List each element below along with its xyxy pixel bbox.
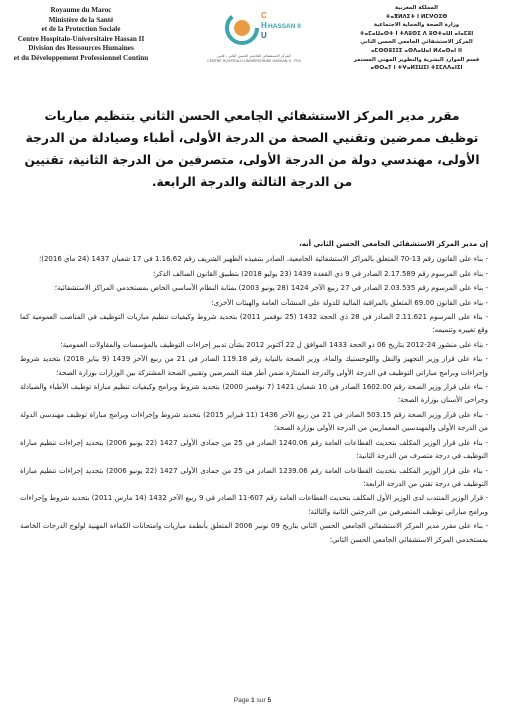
- header-left-french: [6, 6, 156, 64]
- header-left-line: et du Développement Professionnel Continu: [13, 53, 149, 62]
- logo-caption: [184, 54, 324, 64]
- header-right-line: ⵜⴰⵎⴰⵡⴰⵙⵜ ⵏ ⵜⴷⵓⵙⵉ ⴷ ⵓⵙⵜⴰⵡⵏ ⴰⵏⴰⵎⵓⵏ: [359, 30, 474, 37]
- preamble-clause: - بناء على قرار الوزير المكلف بتحديث القطاعات العامة رقم 1240.06 الصادر في 25 من جمادى الأولى 1427 (22 يونيو 2006) بتحديد إجراءات تنظيم مباراة التوظيف في درجة متصرف من الدرجة الثانية؛: [20, 438, 488, 461]
- header-right-arabic: [334, 4, 499, 73]
- chu-hassan-ii-logo: [184, 6, 324, 76]
- preamble-clause: - بناء على المرسوم رقم 2.03.535 الصادر في 27 ربيع الآخر 1424 (28 يونيو 2003) بمثابة النظام الأساسي الخاص بمستخدمي المراكز الاستشفائية؛: [54, 284, 488, 293]
- page-label: Page: [233, 697, 250, 704]
- page-footer: [0, 697, 505, 704]
- preamble-clause: - قرار الوزير المنتدب لدى الوزير الأول المكلف بتحديث القطاعات العامة رقم 607-11 الصادر في 9 ربيع الآخر 1432 (14 مارس 2011) بتحديد شروط وإجراءات وبرامج مباراتي توظيف المتصرفين من الدرجتين الثانية والثالثة؛: [20, 494, 488, 516]
- document-body: [20, 238, 488, 548]
- header-right-line: وزارة الصحة والحماية الاجتماعية: [373, 22, 460, 29]
- preamble-clause: - بناء على منشور 24-2012 بتاريخ 06 ذو الحجة 1433 الموافق ل 22 أكتوبر 2012 بشأن تدبير إجراءات التوظيف بالمؤسسات والمقاولات العمومية؛: [60, 340, 488, 349]
- preamble-clause: - بناء على القانون 69.00 المتعلق بالمراقبة المالية للدولة على المنشآت العامة والهيئات الأخرى؛: [211, 298, 488, 307]
- logo-core: [234, 20, 250, 36]
- header-right-line: المملكة المغربية: [395, 5, 438, 11]
- page-number: 1: [251, 697, 255, 704]
- header-left-line: Division des Ressources Humaines: [28, 44, 134, 53]
- preamble-clauses: [20, 253, 488, 547]
- preamble-clause: - بناء على قرار الوزير المكلف بتحديث القطاعات العامة رقم 1239.06 الصادر في 25 من جمادى الأولى 1427 (22 يونيو 2006) بتحديد إجراءات تنظيم مباراة التوظيف في درجة تقني من الدرجة الرابعة؛: [20, 466, 488, 488]
- logo-caption-ar: المركز الاستشفائي الجامعي الحسن الثاني - فاس: [217, 54, 291, 58]
- logo-name: HASSAN II: [268, 23, 301, 30]
- document-title: مقرر مدير المركز الاستشفائي الجامعي الحسن الثاني بتنظيم مباريات توظيف ممرضين وتقنيي الصحة من الدرجة الأولى، أطباء وصيادلة من الدرجة الأولى، مهندسي دولة من الدرجة الأولى، متصرفين من الدرجة الثانية، تقنيين من الدرجة الثالثة والدرجة الرابعة.: [24, 109, 480, 189]
- header-left-line: Ministère de la Santé: [48, 15, 114, 24]
- header-right-line: ⵜⴰⴳⵍⴷⵉⵜ ⵏ ⵍⵎⵖⵔⵉⴱ: [385, 13, 448, 20]
- header-right-line: قسم الموارد البشرية والتطوير المهني المستمر: [353, 56, 480, 63]
- header-right-line: ⴰⴱⵔⴰⵢ ⵏ ⵜⵖⴰⵍⵉⵡⵉⵏ ⵜⵉⵎⴷⴷⴰⵏⵉⵏ: [370, 65, 463, 72]
- preamble-clause: - بناء على قرار وزير الصحة رقم 1602.00 الصادر في 10 شعبان 1421 (7 نوفمبر 2000) بتحديد شروط وبرامج وكيفيات تنظيم مباراة توظيف الأطباء والصيادلة وجراحي الأسنان بوزارة الصحة؛: [20, 383, 489, 405]
- preamble-clause: - بناء على قرار وزير الصحة رقم 503.15 الصادر في 21 من ربيع الآخر 1436 (11 فبراير 2015) بتحديد شروط وإجراءات وبرامج مباراة توظيف مهندسي الدولة من الدرجة الأولى والمهندسين المعماريين من الدرجة الأولى بوزارة الصحة؛: [20, 410, 489, 433]
- preamble-clause: - بناء على قرار وزير التجهيز والنقل واللوجستيك والماء، وزير الصحة بالنيابة رقم 119.18 الصادر في 21 من ربيع الآخر 1439 (9 يناير 2018) بتحديد شروط وإجراءات وبرامج مباراتي التوظيف في الدرجة الأولى والدرجة الممتازة ضمن أطر هيئة الممرضين وتقنيي الصحة المشتركة بين الوزارات بوزارة الصحة؛: [20, 355, 488, 377]
- header-left-line: et de la Protection Sociale: [41, 25, 121, 34]
- page-total: 5: [267, 697, 272, 704]
- header-right-line: ⴰⵎⵙⵙⵓⵊⵊⵉ ⴰⵙⴷⴰⵡⴰⵏ ⵍⵃⴰⵙⴰⵏ II: [370, 47, 463, 54]
- logo-graphic: [184, 6, 324, 54]
- logo-letter-h: H: [261, 21, 267, 30]
- logo-caption-fr: CENTRE HOSPITALO-UNIVERSITAIRE HASSAN II - FES: [207, 59, 301, 63]
- header-right-line: المركز الاستشفائي الجامعي الحسن الثاني: [360, 39, 473, 46]
- preamble-clause: - بناء على المرسوم 2.11.621 الصادر في 28 ذي الحجة 1432 (25 نوفمبر 2011) بتحديد شروط وكيفيات تنظيم مباريات التوظيف في المناصب العمومية كما وقع تغييره وتتميمه؛: [20, 313, 489, 335]
- preamble-intro: إن مدير المركز الاستشفائي الجامعي الحسن الثاني أنه،: [299, 240, 488, 248]
- preamble-clause: - بناء على مقرر مدير المركز الاستشفائي الجامعي الحسن الثاني بتاريخ 09 نونبر 2006 المتعلق بأنظمة مباريات وامتحانات الكفاءة المهنية لولوج الدرجات الخاصة بمستخدمي المركز الاستشفائي الجامعي الحسن الثاني؛: [20, 522, 489, 544]
- preamble-clause: - بناء على القانون رقم 13-70 المتعلق بالمراكز الاستشفائية الجامعية، الصادر بتنفيذه الظهير الشريف رقم 1.16.62 في 17 شعبان 1437 (24 ماي 2016)؛: [38, 255, 488, 264]
- logo-letter-u: U: [261, 31, 267, 40]
- preamble-clause: - بناء على المرسوم رقم 2.17.589 الصادر في 9 ذي القعدة 1439 (23 يوليو 2018) بتطبيق القانون السالف الذكر؛: [153, 269, 488, 278]
- header-left-line: Centre Hospitalo-Universitaire Hassan II: [17, 34, 145, 43]
- logo-letter-c: C: [261, 11, 267, 20]
- page-separator: sur: [256, 697, 266, 704]
- header-left-line: Royaume du Maroc: [50, 6, 112, 14]
